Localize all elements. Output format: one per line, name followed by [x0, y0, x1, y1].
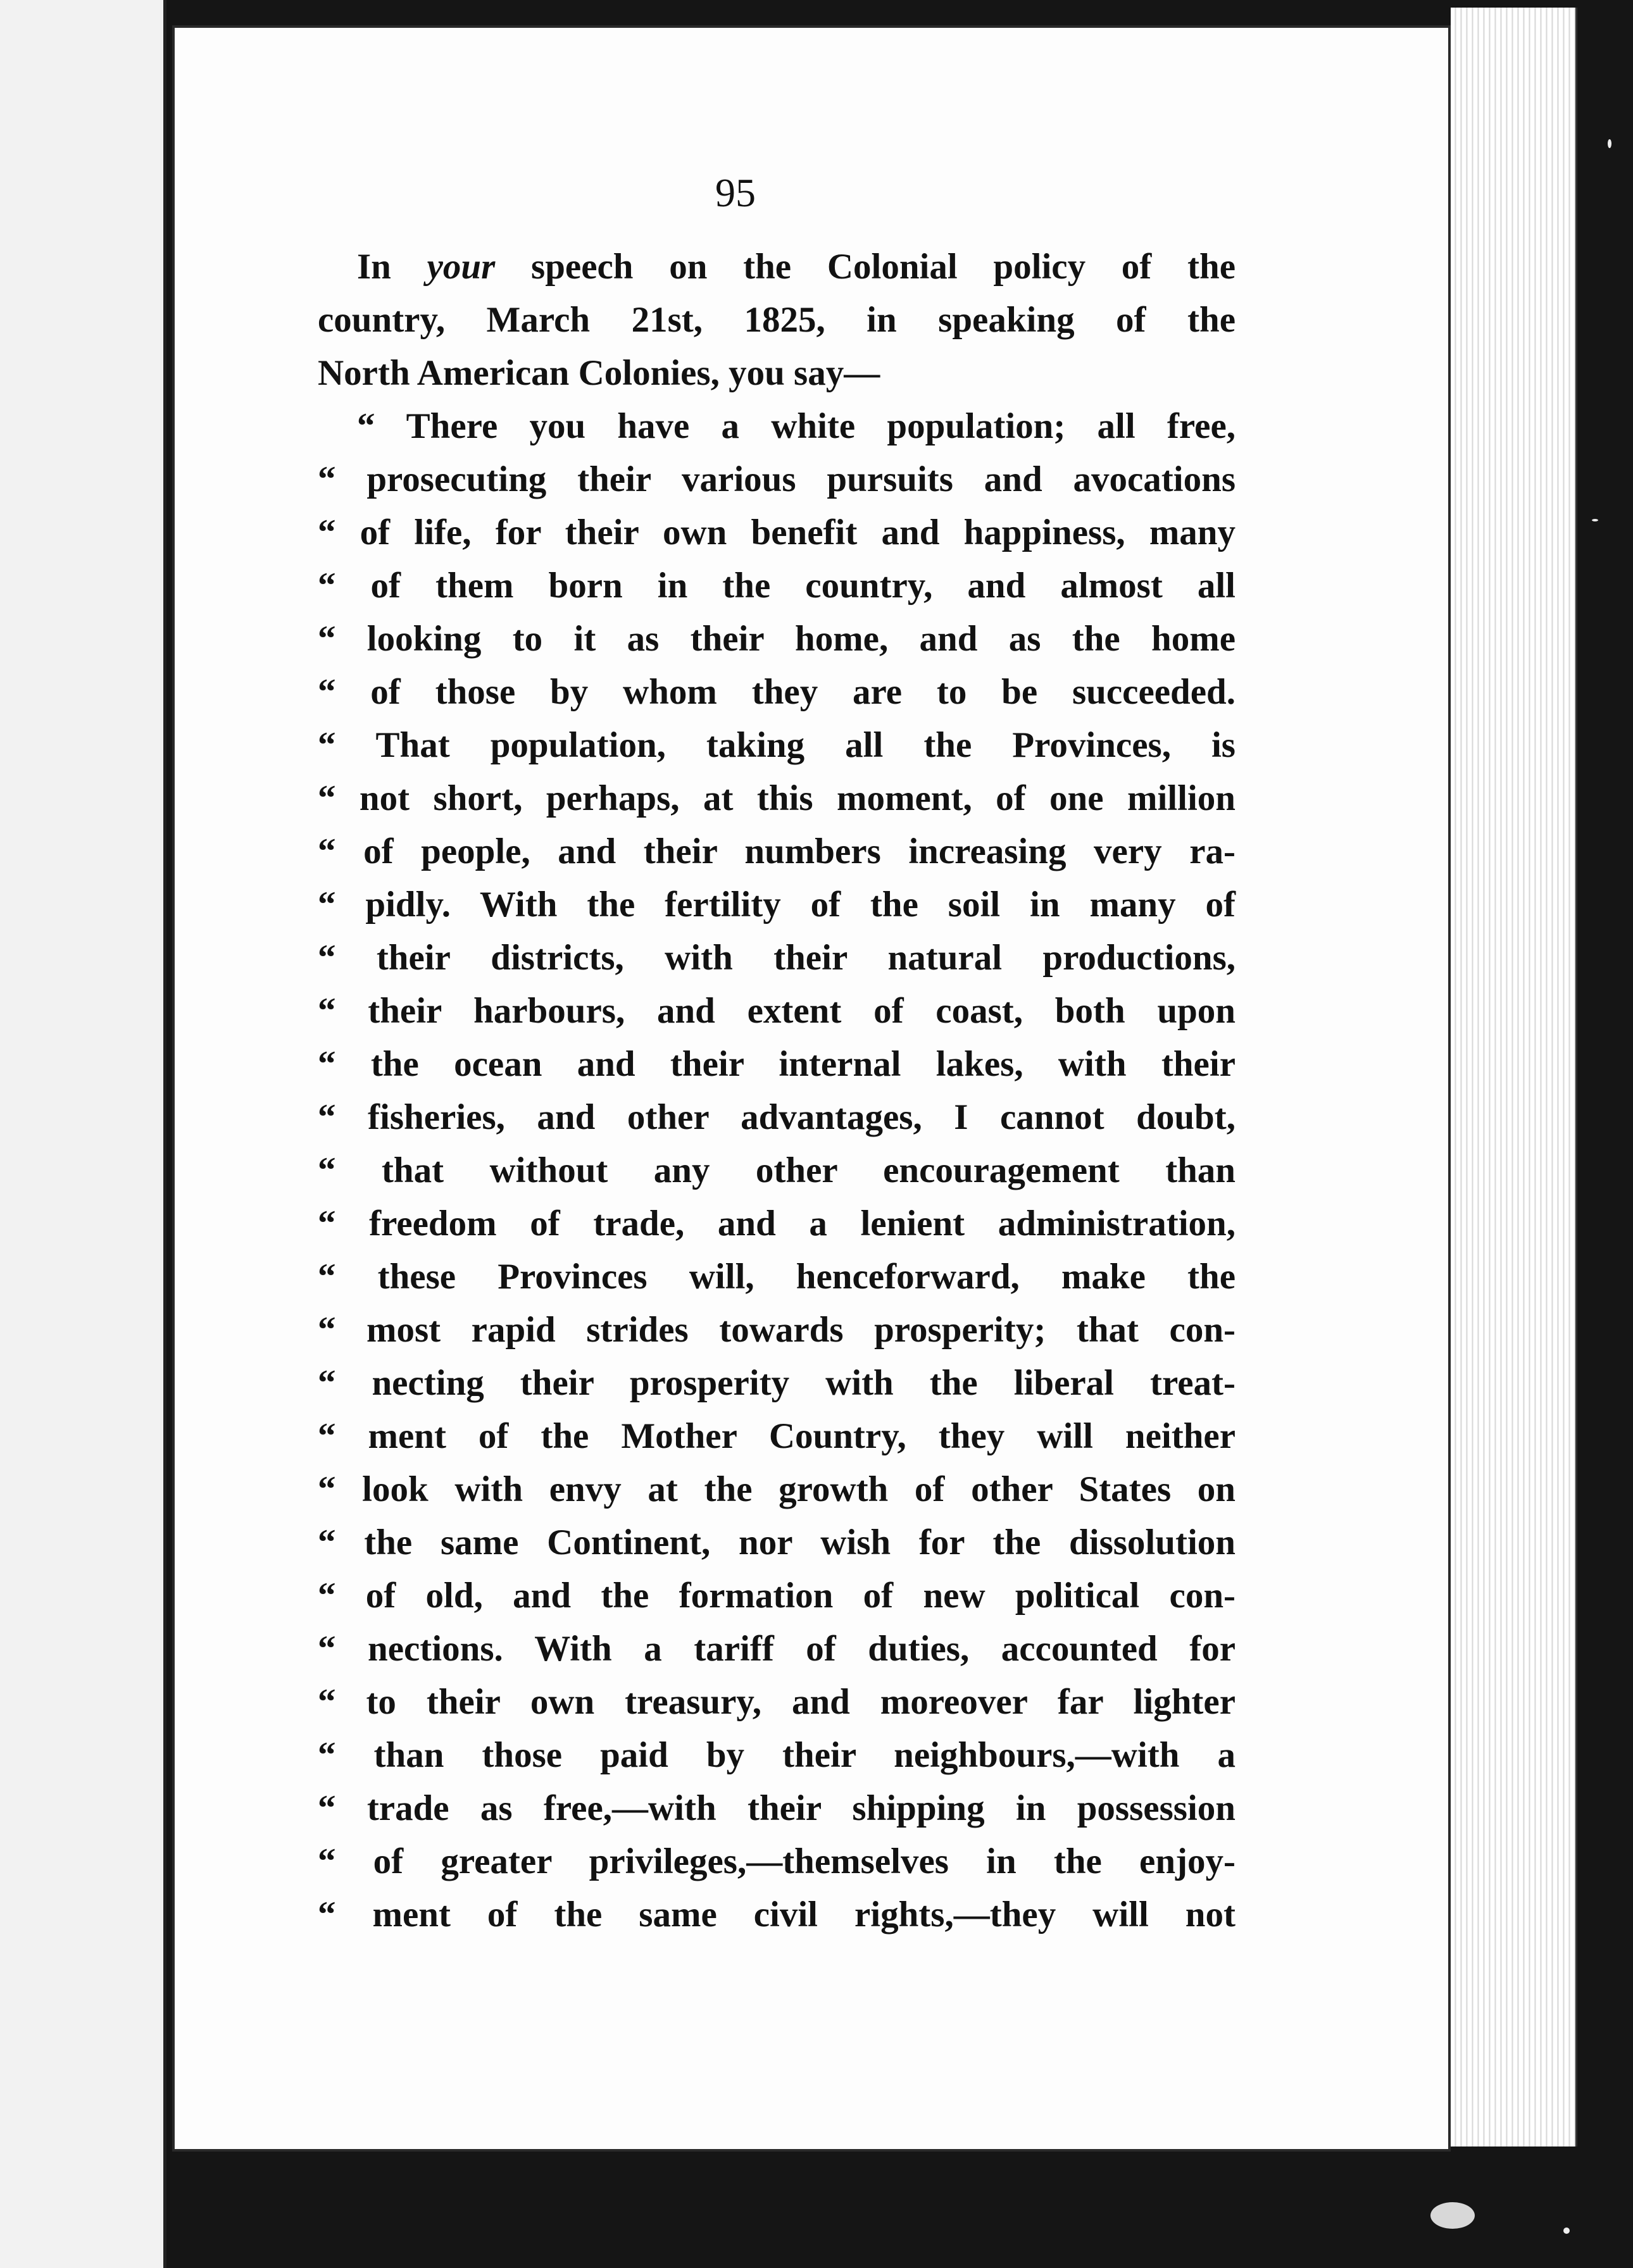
quote-line: “ the same Continent, nor wish for the dissolution: [318, 1523, 1236, 1562]
quote-line: “ freedom of trade, and a lenient administration,: [318, 1204, 1236, 1243]
text-line: country, March 21st, 1825, in speaking of the: [318, 300, 1236, 340]
quote-line: “ their harbours, and extent of coast, both upon: [318, 991, 1236, 1031]
quote-line: “ most rapid strides towards prosperity; that con-: [318, 1310, 1236, 1350]
quote-line: “ fisheries, and other advantages, I cannot doubt,: [318, 1097, 1236, 1137]
quote-line: “ That population, taking all the Provinces, is: [318, 725, 1236, 765]
quote-line: “ nections. With a tariff of duties, accounted for: [318, 1629, 1236, 1669]
quote-line: “ the ocean and their internal lakes, with their: [318, 1044, 1236, 1084]
quote-line: “ looking to it as their home, and as the home: [318, 619, 1236, 659]
quote-line: “ necting their prosperity with the liberal treat-: [318, 1363, 1236, 1403]
facing-page-edge: [0, 0, 166, 2268]
quote-line: “ of them born in the country, and almost all: [318, 566, 1236, 606]
quote-line: “ their districts, with their natural productions,: [318, 938, 1236, 978]
scan-speck: [1608, 139, 1611, 148]
emphasis: your: [427, 247, 496, 287]
quote-line: “ to their own treasury, and moreover far lighter: [318, 1682, 1236, 1722]
quote-line: “ ment of the Mother Country, they will neither: [318, 1416, 1236, 1456]
quote-line: “ look with envy at the growth of other States on: [318, 1469, 1236, 1509]
quote-line: “ of old, and the formation of new political con-: [318, 1576, 1236, 1616]
quote-line: “ of greater privileges,—themselves in the enjoy-: [318, 1841, 1236, 1881]
text-line: North American Colonies, you say—: [318, 353, 880, 393]
text-line: In your speech on the Colonial policy of the: [357, 247, 1236, 287]
body-text: [318, 240, 1236, 1941]
quote-line: “ trade as free,—with their shipping in possession: [318, 1788, 1236, 1828]
quote-line: “ ment of the same civil rights,—they will not: [318, 1895, 1236, 1935]
quote-line: “ not short, perhaps, at this moment, of one million: [318, 778, 1236, 818]
scan-speck: [1430, 2202, 1475, 2229]
scan-speck: [1592, 519, 1598, 521]
quote-line: “ that without any other encouragement than: [318, 1150, 1236, 1190]
quote-line: “ of people, and their numbers increasing very ra-: [318, 832, 1236, 871]
quote-line: “ prosecuting their various pursuits and avocations: [318, 459, 1236, 499]
quote-line: “ pidly. With the fertility of the soil in many of: [318, 885, 1236, 925]
page-number: 95: [715, 170, 756, 215]
quote-line: “ of those by whom they are to be succeeded.: [318, 672, 1236, 712]
quote-line: “ There you have a white population; all free,: [357, 406, 1236, 446]
quote-line: “ than those paid by their neighbours,—with a: [318, 1735, 1236, 1775]
quote-line: “ of life, for their own benefit and happiness, many: [318, 513, 1236, 552]
quote-line: “ these Provinces will, henceforward, make the: [318, 1257, 1236, 1297]
scan-speck: [1563, 2228, 1570, 2234]
page-stack-edges: [1451, 8, 1577, 2146]
